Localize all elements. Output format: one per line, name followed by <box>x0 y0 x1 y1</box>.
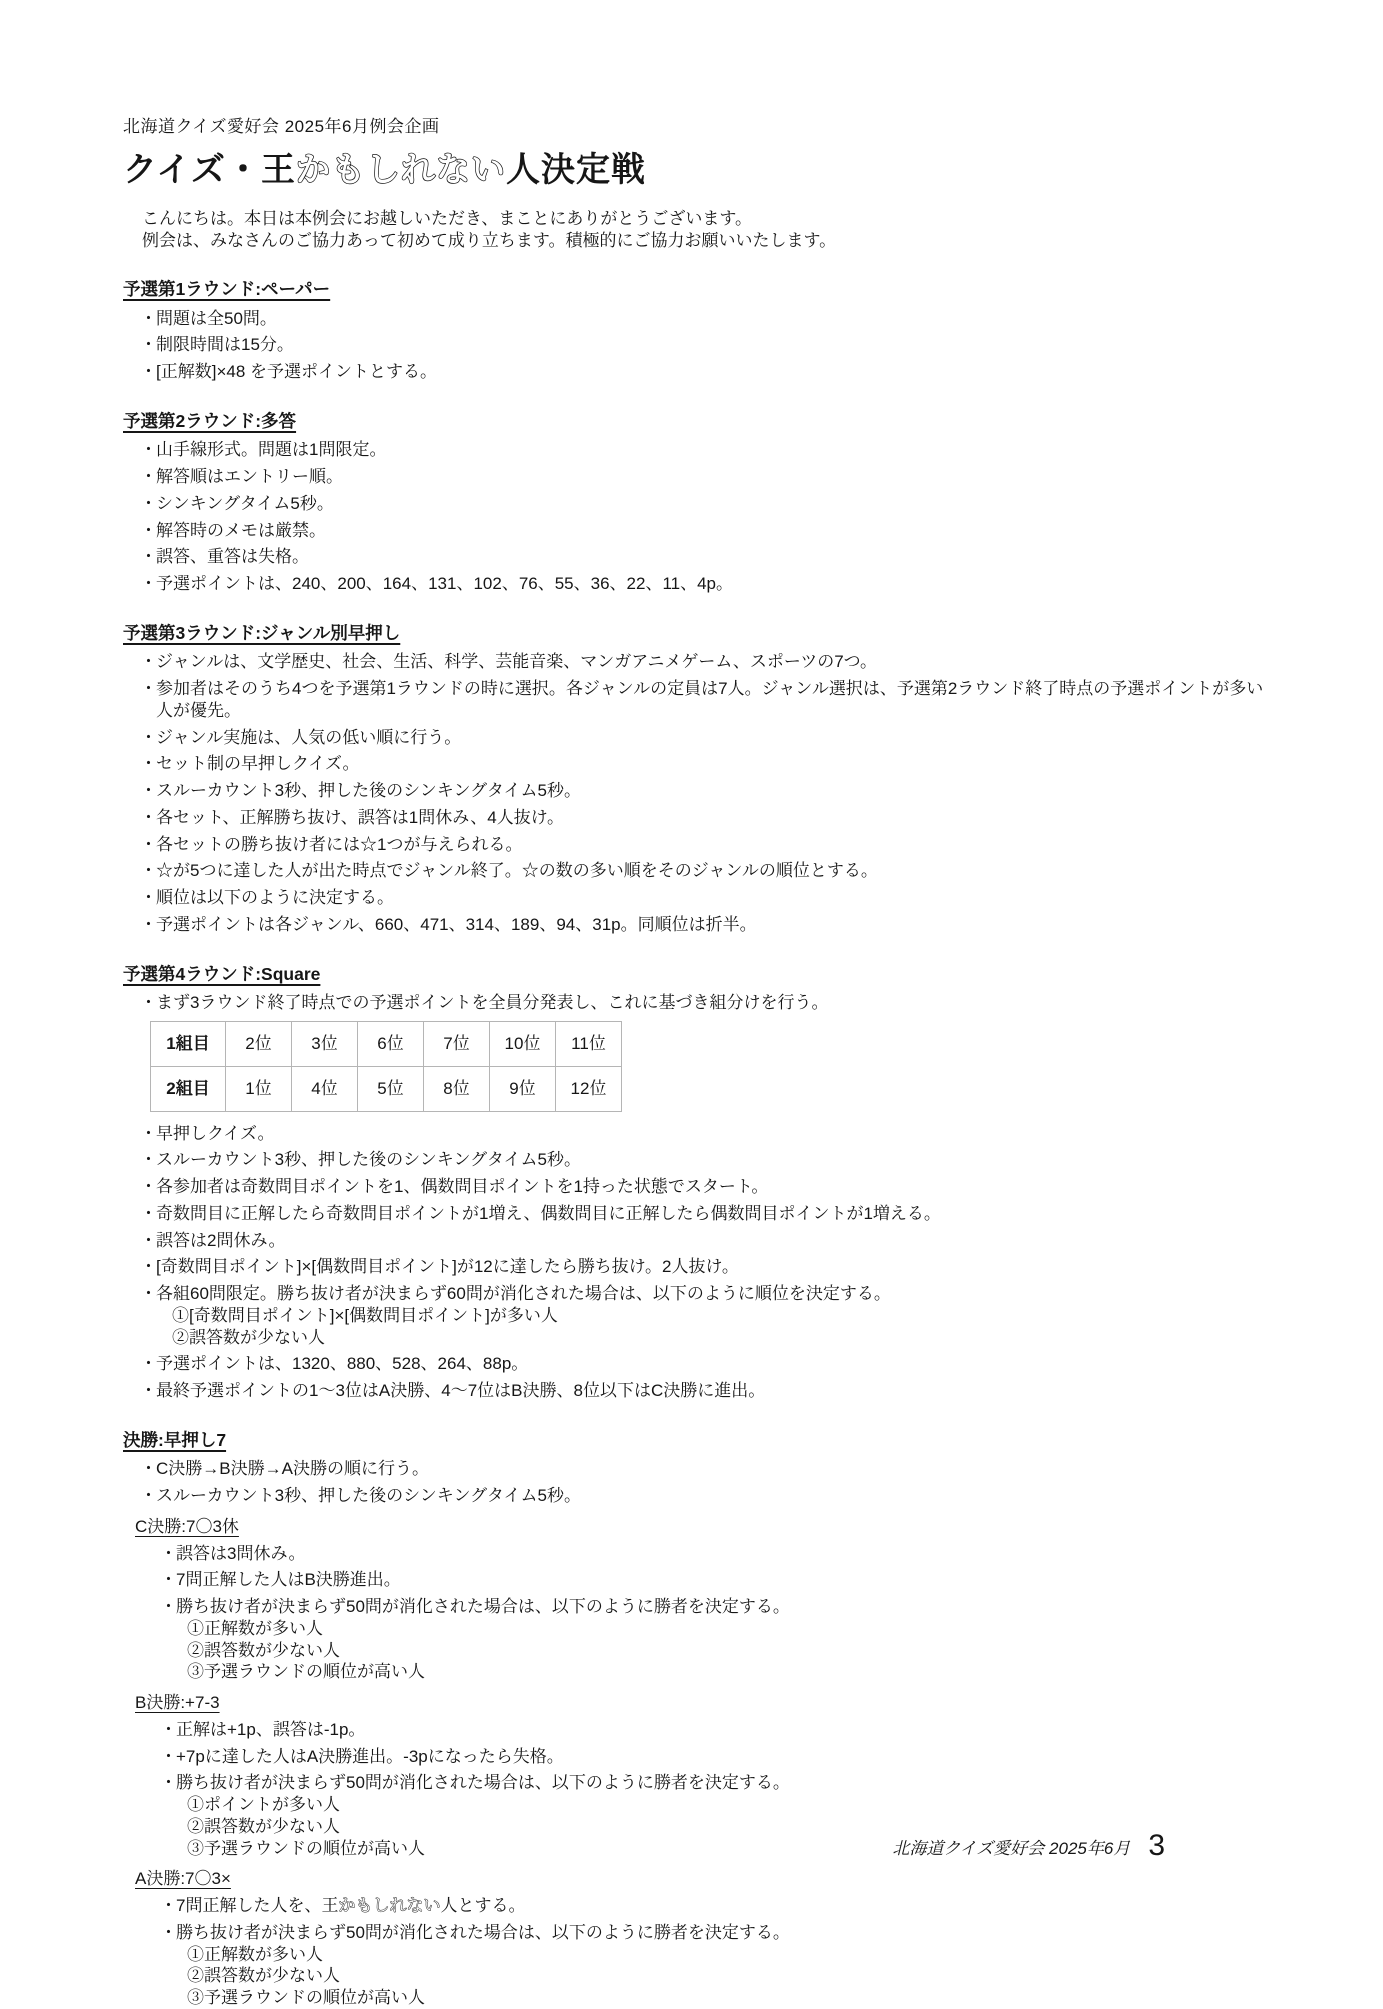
sublist-item: ②誤答数が少ない人 <box>187 1816 340 1836</box>
list-item-text: 勝ち抜け者が決まらず50問が消化された場合は、以下のように勝者を決定する。 <box>176 1773 790 1793</box>
table-row-label: 1組目 <box>151 1021 226 1066</box>
list-item: ・ 誤答、重答は失格。 <box>140 546 1273 568</box>
table-row <box>151 1066 622 1111</box>
sublist-item: ①正解数が多い人 <box>187 1618 323 1638</box>
section-finals <box>123 1429 1273 2009</box>
round4-intro-list <box>123 992 1273 1014</box>
sublist-item: ②誤答数が少ない人 <box>172 1327 325 1347</box>
round4-heading: 予選第4ラウンド:Square <box>123 963 321 984</box>
sublist-item: ①正解数が多い人 <box>187 1944 323 1964</box>
table-cell: 8位 <box>424 1066 490 1111</box>
table-cell: 10位 <box>490 1021 556 1066</box>
tiebreak-sublist <box>171 1618 1273 1683</box>
sublist-item: ③予選ラウンドの順位が高い人 <box>187 1988 425 2008</box>
sublist-item: ②誤答数が少ない人 <box>187 1966 340 1986</box>
sublist-item: ①ポイントが多い人 <box>187 1795 340 1815</box>
list-item: ・ 予選ポイントは、1320、880、528、264、88p。 <box>140 1353 1273 1375</box>
section-round4 <box>123 963 1273 1402</box>
list-item-text: 勝ち抜け者が決まらず50問が消化された場合は、以下のように勝者を決定する。 <box>176 1597 790 1617</box>
table-cell: 6位 <box>358 1021 424 1066</box>
outline-text: かもしれない <box>338 1896 441 1916</box>
list-item: ・ ジャンルは、文学歴史、社会、生活、科学、芸能音楽、マンガアニメゲーム、スポーツの7つ。 <box>140 651 1273 673</box>
round2-heading: 予選第2ラウンド:多答 <box>123 410 297 431</box>
list-item: ・ スルーカウント3秒、押した後のシンキングタイム5秒。 <box>140 1485 1273 1507</box>
list-item: ・ 山手線形式。問題は1問限定。 <box>140 439 1273 461</box>
c-final-list <box>135 1543 1273 1684</box>
sublist-item: ③予選ラウンドの順位が高い人 <box>187 1662 425 1682</box>
table-cell: 4位 <box>292 1066 358 1111</box>
list-item: ・ 最終予選ポイントの1〜3位はA決勝、4〜7位はB決勝、8位以下はC決勝に進出。 <box>140 1380 1273 1402</box>
table-cell: 12位 <box>556 1066 622 1111</box>
list-item: ・ 誤答は3問休み。 <box>160 1543 1273 1565</box>
table-cell: 7位 <box>424 1021 490 1066</box>
footer-note: 北海道クイズ愛好会 2025年6月 <box>892 1839 1131 1859</box>
list-item: ・ 解答順はエントリー順。 <box>140 466 1273 488</box>
sublist-item: ②誤答数が少ない人 <box>187 1640 340 1660</box>
round3-heading: 予選第3ラウンド:ジャンル別早押し <box>123 622 401 643</box>
finals-heading: 決勝:早押し7 <box>123 1429 227 1450</box>
list-item: ・ スルーカウント3秒、押した後のシンキングタイム5秒。 <box>140 1149 1273 1171</box>
greeting-line: 例会は、みなさんのご協力あって初めて成り立ちます。積極的にご協力お願いいたします。 <box>142 230 837 250</box>
list-item: ・ まず3ラウンド終了時点での予選ポイントを全員分発表し、これに基づき組分けを行う。 <box>140 992 1273 1014</box>
meeting-kicker: 北海道クイズ愛好会 2025年6月例会企画 <box>123 117 440 136</box>
subsection-c-final <box>135 1516 1273 1683</box>
list-item: ・ 7問正解した人はB決勝進出。 <box>160 1569 1273 1591</box>
list-item: ・ 予選ポイントは各ジャンル、660、471、314、189、94、31p。同順位は折半。 <box>140 914 1273 936</box>
list-item <box>160 1895 1273 1917</box>
list-item: ・ 問題は全50問。 <box>140 308 1273 330</box>
list-item: ・ 制限時間は15分。 <box>140 334 1273 356</box>
grouping-table <box>150 1021 622 1112</box>
title-text-pre: クイズ・王 <box>123 150 296 189</box>
round1-list <box>123 308 1273 383</box>
section-round1 <box>123 278 1273 383</box>
table-cell: 5位 <box>358 1066 424 1111</box>
table-cell: 3位 <box>292 1021 358 1066</box>
table-row-label: 2組目 <box>151 1066 226 1111</box>
table-cell: 1位 <box>226 1066 292 1111</box>
list-item <box>160 1596 1273 1683</box>
list-item: ・ C決勝→B決勝→A決勝の順に行う。 <box>140 1458 1273 1480</box>
title-text-post: 人決定戦 <box>505 150 646 189</box>
section-round3 <box>123 622 1273 936</box>
list-item: ・ 予選ポイントは、240、200、164、131、102、76、55、36、22、11、4p。 <box>140 573 1273 595</box>
section-round2 <box>123 410 1273 595</box>
list-item <box>140 1283 1273 1348</box>
sublist-item: ③予選ラウンドの順位が高い人 <box>187 1838 425 1858</box>
list-item: ・ [奇数問目ポイント]×[偶数問目ポイント]が12に達したら勝ち抜け。2人抜け。 <box>140 1256 1273 1278</box>
greeting-paragraph <box>123 208 1273 252</box>
a-final-heading: A決勝:7〇3× <box>135 1869 231 1889</box>
c-final-heading: C決勝:7〇3休 <box>135 1516 239 1536</box>
list-item: ・ 正解は+1p、誤答は-1p。 <box>160 1719 1273 1741</box>
list-item: ・ 各セットの勝ち抜け者には☆1つが与えられる。 <box>140 834 1273 856</box>
list-item: ・ 参加者はそのうち4つを予選第1ラウンドの時に選択。各ジャンルの定員は7人。ジャンル選択は、予選第2ラウンド終了時点の予選ポイントが多い人が優先。 <box>140 678 1273 722</box>
title-outline-text: かもしれない <box>295 150 506 189</box>
tiebreak-sublist <box>156 1305 1273 1349</box>
page-number: 3 <box>1148 1828 1165 1862</box>
sublist-item: ①[奇数問目ポイント]×[偶数問目ポイント]が多い人 <box>172 1305 558 1325</box>
table-row <box>151 1021 622 1066</box>
table-cell: 9位 <box>490 1066 556 1111</box>
list-item-text: 勝ち抜け者が決まらず50問が消化された場合は、以下のように勝者を決定する。 <box>176 1922 790 1942</box>
list-item: ・ 誤答は2問休み。 <box>140 1230 1273 1252</box>
list-item: ・ 各参加者は奇数問目ポイントを1、偶数問目ポイントを1持った状態でスタート。 <box>140 1176 1273 1198</box>
list-item: ・ ジャンル実施は、人気の低い順に行う。 <box>140 727 1273 749</box>
list-item: ・ 解答時のメモは厳禁。 <box>140 520 1273 542</box>
round4-list <box>123 1123 1273 1402</box>
list-item: ・ 早押しクイズ。 <box>140 1123 1273 1145</box>
table-cell: 2位 <box>226 1021 292 1066</box>
list-item: ・ ☆が5つに達した人が出た時点でジャンル終了。☆の数の多い順をそのジャンルの順位とする。 <box>140 860 1273 882</box>
page-footer <box>892 1828 1165 1862</box>
list-item: ・ 各セット、正解勝ち抜け、誤答は1問休み、4人抜け。 <box>140 807 1273 829</box>
round1-heading: 予選第1ラウンド:ペーパー <box>123 279 331 300</box>
list-item: ・ スルーカウント3秒、押した後のシンキングタイム5秒。 <box>140 780 1273 802</box>
list-item: ・ 順位は以下のように決定する。 <box>140 887 1273 909</box>
list-item: ・ [正解数]×48 を予選ポイントとする。 <box>140 361 1273 383</box>
list-item <box>160 1922 1273 2009</box>
round2-list <box>123 439 1273 595</box>
b-final-heading: B決勝:+7-3 <box>135 1693 220 1713</box>
list-item: ・ セット制の早押しクイズ。 <box>140 753 1273 775</box>
list-item: ・ +7pに達した人はA決勝進出。-3pになったら失格。 <box>160 1746 1273 1768</box>
subsection-a-final <box>135 1868 1273 2009</box>
list-item: ・ 奇数問目に正解したら奇数問目ポイントが1増え、偶数問目に正解したら偶数問目ポイントが1増える。 <box>140 1203 1273 1225</box>
page-title <box>123 151 1273 190</box>
list-item-text: 人とする。 <box>440 1896 526 1916</box>
greeting-line: こんにちは。本日は本例会にお越しいただき、まことにありがとうございます。 <box>142 208 752 228</box>
finals-list <box>123 1458 1273 1507</box>
list-item: ・ シンキングタイム5秒。 <box>140 493 1273 515</box>
tiebreak-sublist <box>171 1944 1273 2009</box>
round3-list <box>123 651 1273 935</box>
a-final-list <box>135 1895 1273 2009</box>
list-item-text: 7問正解した人を、王 <box>176 1896 339 1916</box>
table-cell: 11位 <box>556 1021 622 1066</box>
list-item-text: 各組60問限定。勝ち抜け者が決まらず60問が消化された場合は、以下のように順位を決定する。 <box>156 1284 891 1304</box>
